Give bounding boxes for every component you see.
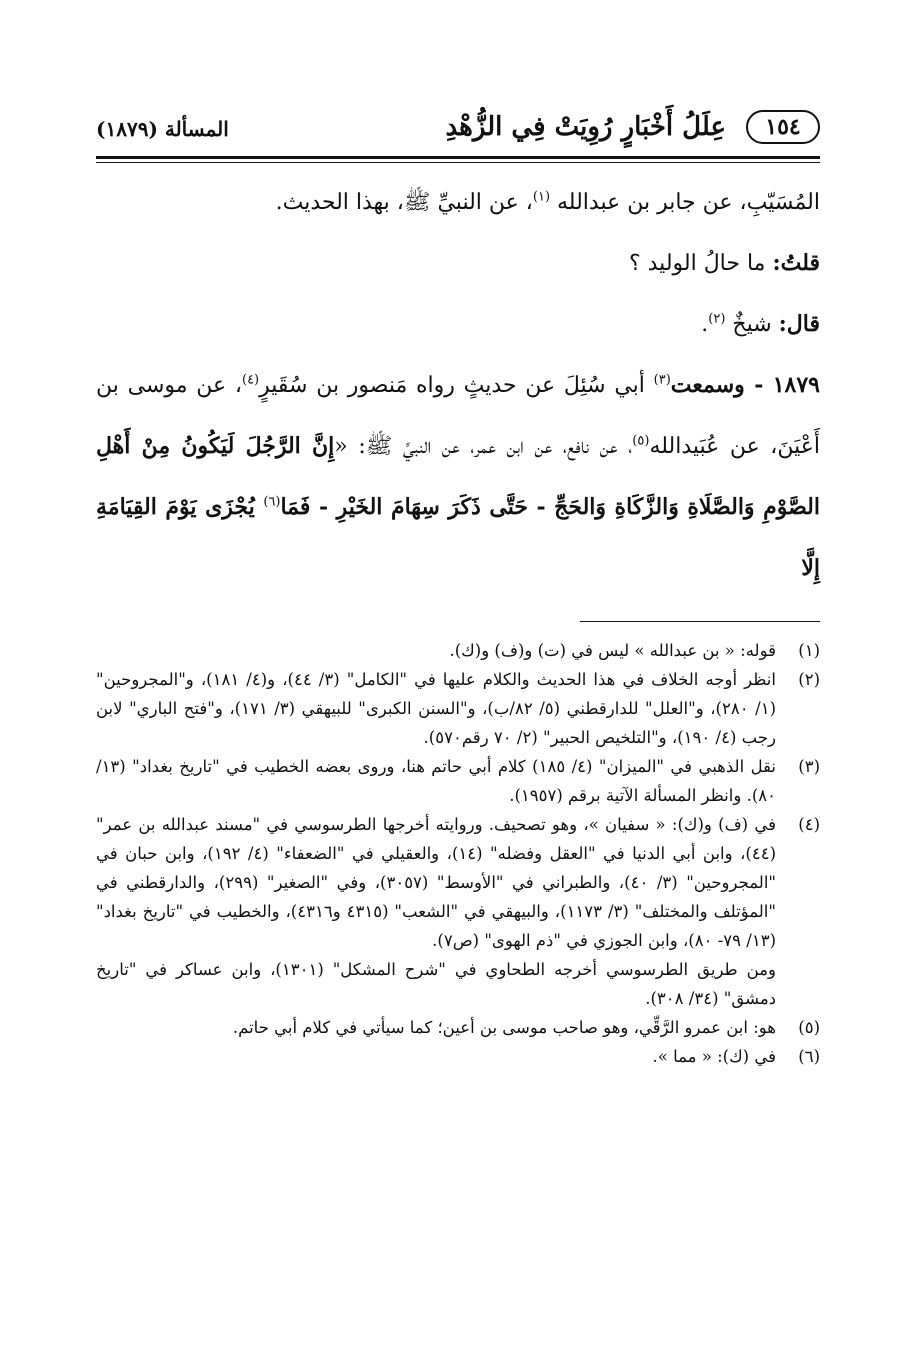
text-line-3 xyxy=(96,294,820,355)
footnote-ref-4: (٤) xyxy=(241,372,260,388)
para-part-b: ، عن موسى بن أَعْيَنَ، عن عُبَيدالله xyxy=(96,373,820,459)
hadith-text-2: يُجْزَى يَوْمَ القِيَامَةِ إِلَّا xyxy=(96,494,820,581)
footnote-ref-1: (١) xyxy=(532,189,551,205)
qala-label: قال: xyxy=(778,311,820,337)
footnote-mark: (٢) xyxy=(798,670,820,689)
footnote-3 xyxy=(96,752,820,810)
footnote-ref-3: (٣) xyxy=(653,372,671,388)
line1-end: ، عن النبيِّ ﷺ، بهذا الحديث. xyxy=(275,190,533,215)
issue-paragraph xyxy=(96,355,820,599)
answer-text: شيخٌ xyxy=(725,312,779,337)
footnote-ref-5: (٥) xyxy=(632,433,650,449)
footnote-text: هو: ابن عمرو الرَّقِّي، وهو صاحب موسى بن أعين؛ كما سيأتي في كلام أبي حاتم. xyxy=(232,1018,776,1037)
footnote-4-continuation: ومن طريق الطرسوسي أخرجه الطحاوي في "شرح المشكل" (١٣٠١)، وابن عساكر في "تاريخ دمشق" (٣٤/ ٣٠٨). xyxy=(96,960,776,1008)
line3-end: . xyxy=(701,312,709,337)
para-part-a: أبي سُئِلَ عن حديثٍ رواه مَنصور بن سُقَيرٍ xyxy=(259,373,654,398)
page-header xyxy=(96,104,820,152)
para-part-c: ، عن نافع، عن ابن عمر، عن النبيِّ ﷺ: « xyxy=(334,434,633,459)
qultu-label: قلتُ: xyxy=(772,250,820,276)
footnote-text: في (ك): « مما ». xyxy=(652,1047,776,1066)
hadith-text-1: إِنَّ الرَّجُلَ لَيَكُونُ مِنْ أَهْلِ الصَّوْمِ وَالصَّلَاةِ وَالزَّكَاةِ وَالحَجِّ - حَتَّى ذَكَرَ سِهَامَ الخَيْرِ - فَمَا xyxy=(96,433,820,520)
footnote-6 xyxy=(96,1042,820,1071)
footnote-text: انظر أوجه الخلاف في هذا الحديث والكلام عليها في "الكامل" (٣/ ٤٤)، و(٤/ ١٨١)، و"المجروحين" (١/ ٢٨٠)، و"العلل" للدارقطني (٥/ ٨٢/ب)، و"السنن الكبرى" للبيهقي (٣/ ١٧١)، و"فتح الباري" لابن رجب (٤/ ١٩٠)، و"التلخيص الحبير" (٢/ ٧٠ رقم٥٧٠). xyxy=(96,670,776,747)
footnotes xyxy=(96,636,820,1071)
footnote-5 xyxy=(96,1013,820,1042)
footnote-mark: (٤) xyxy=(798,815,820,834)
footnote-ref-2: (٢) xyxy=(708,311,726,327)
footnote-mark: (٦) xyxy=(798,1047,820,1066)
header-rule-thick xyxy=(96,156,820,159)
page-number: ١٥٤ xyxy=(746,110,820,144)
issue-start: ١٨٧٩ - وسمعت xyxy=(670,372,820,398)
book-title: عِلَلُ أَخْبَارٍ رُوِيَتْ فِي الزُّهْدِ xyxy=(445,112,726,142)
footnote-mark: (٣) xyxy=(798,757,820,776)
footnote-1 xyxy=(96,636,820,665)
issue-number: المسألة (١٨٧٩) xyxy=(96,117,229,141)
text-line-1 xyxy=(96,173,820,233)
question-text: ما حالُ الوليد ؟ xyxy=(628,251,773,276)
footnote-text: قوله: « بن عبدالله » ليس في (ت) و(ف) و(ك). xyxy=(449,641,776,660)
footnote-text: نقل الذهبي في "الميزان" (٤/ ١٨٥) كلام أبي حاتم هنا، وروى بعضه الخطيب في "تاريخ بغداد" (١٣/ ٨٠). وانظر المسألة الآتية برقم (١٩٥٧). xyxy=(96,757,776,805)
footnote-separator xyxy=(580,621,820,622)
main-text xyxy=(96,173,820,599)
header-rule-thin xyxy=(96,162,820,163)
line1-start: المُسَيّبِ، عن جابر بن عبدالله xyxy=(550,190,820,215)
footnote-2 xyxy=(96,665,820,752)
text-line-2 xyxy=(96,233,820,294)
footnote-mark: (١) xyxy=(798,641,820,660)
book-page xyxy=(96,104,820,1312)
footnote-ref-6: (٦) xyxy=(263,494,281,510)
footnote-4 xyxy=(96,810,820,955)
footnote-mark: (٥) xyxy=(798,1018,820,1037)
footnote-text: في (ف) و(ك): « سفيان »، وهو تصحيف. وروايته أخرجها الطرسوسي في "مسند عبدالله بن عمر" (٤٤)، وابن أبي الدنيا في "العقل وفضله" (١٤)، والعقيلي في "الضعفاء" (٤/ ١٩٢)، وابن حبان في "المجروحين" (٣/ ٤٠)، والطبراني في "الأوسط" (٣٠٥٧)، وفي "الصغير" (٢٩٩)، والدارقطني في "المؤتلف والمختلف" (٣/ ١١٧٣)، والبيهقي في "الشعب" (٤٣١٥ و٤٣١٦)، والخطيب في "تاريخ بغداد" (١٣/ ٧٩- ٨٠)، وابن الجوزي في "ذم الهوى" (ص٧). xyxy=(96,815,777,950)
